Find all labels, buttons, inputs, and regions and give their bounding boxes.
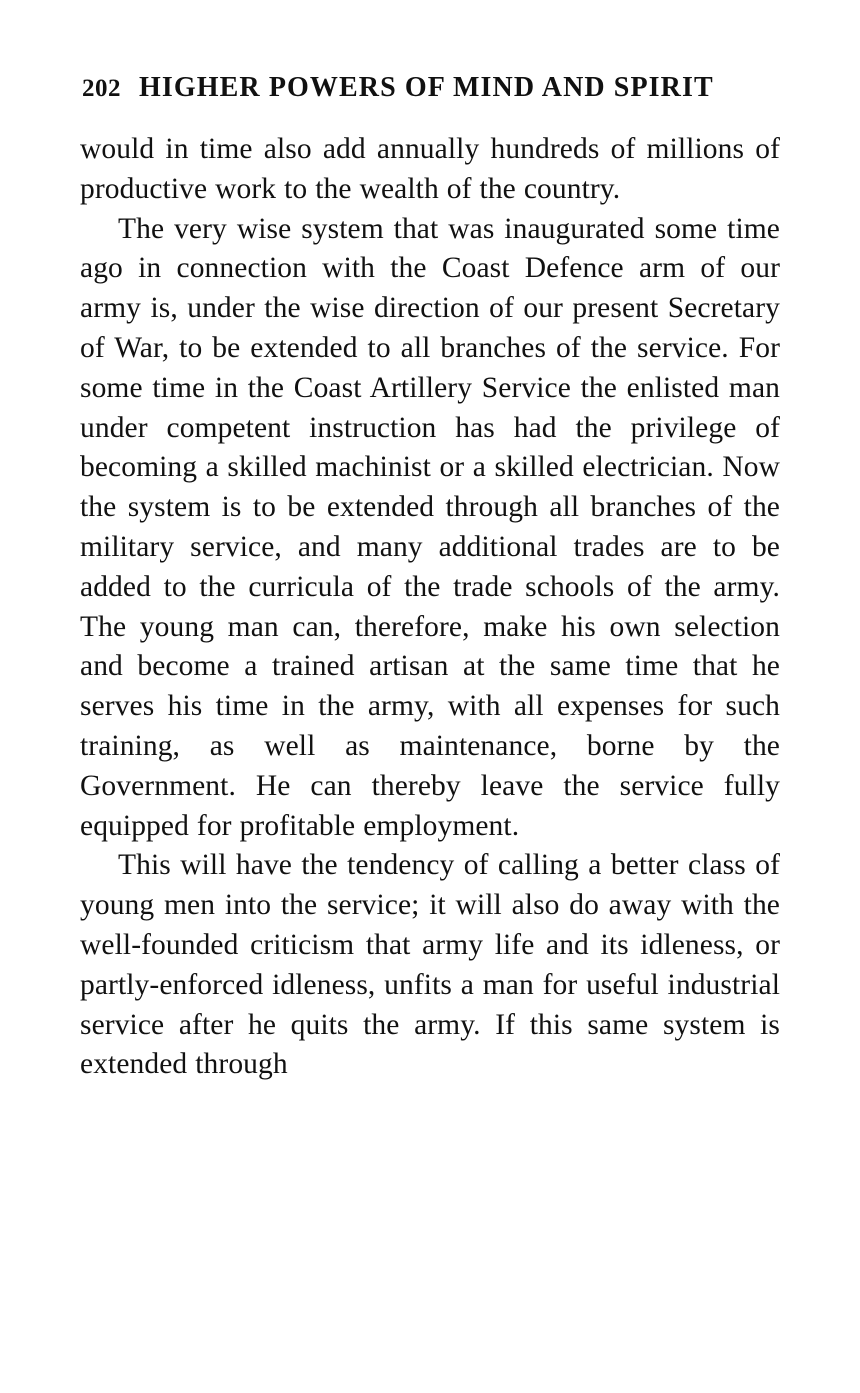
page-number: 202 — [82, 75, 121, 102]
paragraph: The very wise system that was inaugurated some time ago in connection with the Coast Defence arm of our army is, under the wise direction of our present Secretary of War, to be extended to all branches of the service. For some time in the Coast Artillery Service the enlisted man under competent instruction has had the privilege of becoming a skilled machinist or a skilled electrician. Now the system is to be extended through all branches of the military service, and many additional trades are to be added to the curricula of the trade schools of the army. The young man can, therefore, make his own selection and become a trained artisan at the same time that he serves his time in the army, with all expenses for such training, as well as maintenance, borne by the Government. He can thereby leave the service fully equipped for profitable employment. — [80, 212, 780, 842]
paragraph: This will have the tendency of calling a better class of young men into the service; it will also do away with the well-founded criticism that army life and its idleness, or partly-enforced idleness, unfits a man for useful industrial service after he quits the army. If this same system is extended through — [80, 849, 780, 1081]
paragraph-continuation: would in time also add annually hundreds of millions of productive work to the wealth of the country. — [80, 133, 780, 205]
running-head — [82, 72, 780, 104]
page-body — [80, 130, 780, 1085]
running-head-title: HIGHER POWERS OF MIND AND SPIRIT — [139, 72, 714, 103]
